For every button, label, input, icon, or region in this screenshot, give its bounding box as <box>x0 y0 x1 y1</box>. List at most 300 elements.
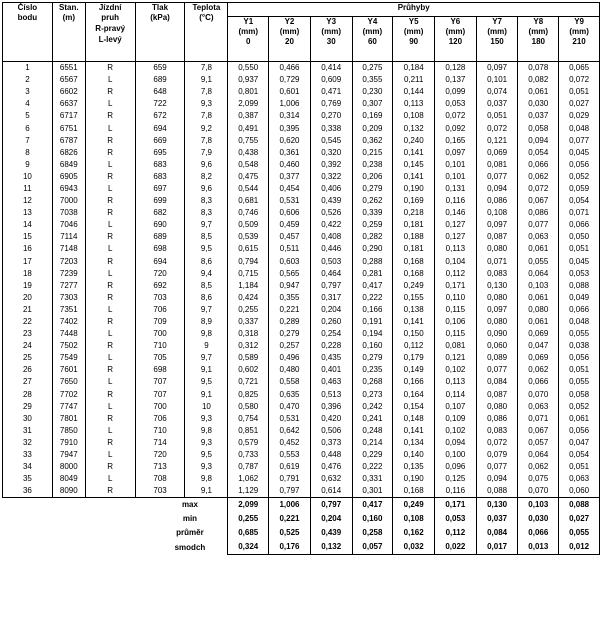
table-cell: 0,088 <box>476 485 518 498</box>
table-row <box>3 183 600 195</box>
table-cell: L <box>85 159 135 171</box>
table-cell: R <box>85 135 135 147</box>
table-cell: 0,037 <box>518 110 559 122</box>
table-cell: 0,087 <box>476 389 518 401</box>
table-cell: 0,141 <box>393 316 435 328</box>
table-cell: 7148 <box>52 243 85 255</box>
table-cell: 0,171 <box>435 280 477 292</box>
table-cell: 19 <box>3 280 53 292</box>
summary-row-1 <box>3 512 600 526</box>
table-cell: 0,138 <box>393 304 435 316</box>
table-row <box>3 461 600 473</box>
table-cell: 7,8 <box>185 86 228 98</box>
table-cell: 6826 <box>52 147 85 159</box>
table-cell: 0,179 <box>393 352 435 364</box>
table-cell: 0,506 <box>310 425 352 437</box>
table-cell: 0,422 <box>310 219 352 231</box>
table-cell: 7351 <box>52 304 85 316</box>
table-cell: 0,168 <box>393 485 435 498</box>
table-cell: 0,061 <box>518 316 559 328</box>
table-cell: 6787 <box>52 135 85 147</box>
table-cell: 0,414 <box>310 62 352 75</box>
table-cell: 0,094 <box>518 135 559 147</box>
table-cell: 0,181 <box>393 219 435 231</box>
table-cell: 1,062 <box>228 473 269 485</box>
table-cell: 0,825 <box>228 389 269 401</box>
table-cell: 0,097 <box>435 147 477 159</box>
table-cell: 0,128 <box>435 62 477 75</box>
table-cell: 0,121 <box>435 352 477 364</box>
table-cell: 0,337 <box>228 316 269 328</box>
table-cell: 0,545 <box>310 135 352 147</box>
table-cell: R <box>85 485 135 498</box>
table-cell: 0,509 <box>228 219 269 231</box>
summary-value: 1,006 <box>269 498 311 513</box>
table-cell: 0,188 <box>393 231 435 243</box>
summary-value: 0,258 <box>352 526 393 540</box>
table-cell: R <box>85 171 135 183</box>
table-cell: 0,067 <box>518 195 559 207</box>
table-cell: 0,056 <box>559 352 600 364</box>
table-cell: 0,069 <box>476 147 518 159</box>
table-cell: 0,078 <box>518 62 559 75</box>
table-cell: 0,062 <box>518 171 559 183</box>
table-row <box>3 292 600 304</box>
table-cell: 0,110 <box>435 292 477 304</box>
table-cell: 0,131 <box>435 183 477 195</box>
table-cell: 0,106 <box>435 316 477 328</box>
table-cell: 0,086 <box>476 195 518 207</box>
table-cell: 0,729 <box>269 74 311 86</box>
table-cell: 0,240 <box>393 135 435 147</box>
table-cell: 7239 <box>52 268 85 280</box>
table-cell: L <box>85 376 135 388</box>
table-cell: 0,553 <box>269 449 311 461</box>
summary-value: 0,027 <box>559 512 600 526</box>
summary-value: 0,084 <box>476 526 518 540</box>
table-cell: 0,471 <box>310 86 352 98</box>
table-cell: L <box>85 268 135 280</box>
table-cell: 0,144 <box>393 86 435 98</box>
table-cell: 659 <box>135 62 185 75</box>
table-cell: 0,184 <box>393 62 435 75</box>
summary-value: 0,132 <box>310 540 352 555</box>
table-cell: 0,071 <box>518 413 559 425</box>
table-cell: 669 <box>135 135 185 147</box>
table-cell: R <box>85 413 135 425</box>
table-cell: 6943 <box>52 183 85 195</box>
table-cell: 0,615 <box>228 243 269 255</box>
table-cell: 692 <box>135 280 185 292</box>
table-cell: 0,109 <box>435 413 477 425</box>
table-cell: 0,080 <box>476 401 518 413</box>
table-cell: 683 <box>135 159 185 171</box>
table-row <box>3 485 600 498</box>
table-cell: 0,065 <box>559 62 600 75</box>
table-cell: 0,061 <box>518 292 559 304</box>
table-cell: 0,029 <box>559 110 600 122</box>
table-cell: 0,361 <box>269 147 311 159</box>
table-cell: 0,064 <box>518 449 559 461</box>
table-cell: 0,579 <box>228 437 269 449</box>
table-cell: 0,112 <box>393 340 435 352</box>
header-sensor-y8: Y8 (mm) 180 <box>518 17 559 62</box>
header-sensor-y2: Y2 (mm) 20 <box>269 17 311 62</box>
table-cell: 0,077 <box>476 171 518 183</box>
table-cell: 0,030 <box>518 98 559 110</box>
table-cell: 0,071 <box>559 207 600 219</box>
table-cell: 0,204 <box>310 304 352 316</box>
table-cell: 9,3 <box>185 98 228 110</box>
table-cell: 3 <box>3 86 53 98</box>
table-cell: 0,168 <box>393 268 435 280</box>
summary-value: 0,204 <box>310 512 352 526</box>
table-cell: 0,080 <box>476 316 518 328</box>
table-cell: 0,339 <box>352 207 393 219</box>
table-cell: 0,102 <box>435 425 477 437</box>
table-cell: 1,006 <box>269 98 311 110</box>
table-cell: 0,787 <box>228 461 269 473</box>
table-cell: 32 <box>3 437 53 449</box>
table-cell: 2,099 <box>228 98 269 110</box>
table-cell: 0,235 <box>352 364 393 376</box>
table-cell: 0,288 <box>352 256 393 268</box>
table-cell: 0,058 <box>559 389 600 401</box>
table-cell: 0,049 <box>559 292 600 304</box>
summary-value: 0,112 <box>435 526 477 540</box>
table-cell: 0,230 <box>352 86 393 98</box>
table-cell: 0,088 <box>559 280 600 292</box>
table-cell: 0,373 <box>310 437 352 449</box>
table-cell: R <box>85 389 135 401</box>
table-row <box>3 364 600 376</box>
table-cell: 0,094 <box>435 437 477 449</box>
table-cell: 30 <box>3 413 53 425</box>
table-cell: 0,435 <box>310 352 352 364</box>
table-cell: L <box>85 352 135 364</box>
table-cell: 10 <box>185 401 228 413</box>
table-cell: 0,062 <box>518 364 559 376</box>
table-cell: 0,282 <box>352 231 393 243</box>
table-cell: 0,080 <box>476 243 518 255</box>
table-cell: 0,222 <box>352 292 393 304</box>
table-cell: 7402 <box>52 316 85 328</box>
table-cell: 0,108 <box>393 110 435 122</box>
table-cell: R <box>85 110 135 122</box>
summary-value: 0,053 <box>435 512 477 526</box>
table-cell: 0,077 <box>476 461 518 473</box>
table-cell: 700 <box>135 401 185 413</box>
table-cell: 0,072 <box>435 110 477 122</box>
table-cell: 0,355 <box>269 292 311 304</box>
table-cell: 0,100 <box>435 449 477 461</box>
table-cell: 0,937 <box>228 74 269 86</box>
table-cell: 0,312 <box>228 340 269 352</box>
table-cell: 0,148 <box>393 413 435 425</box>
table-row <box>3 159 600 171</box>
table-cell: 29 <box>3 401 53 413</box>
table-cell: 7910 <box>52 437 85 449</box>
table-cell: 0,746 <box>228 207 269 219</box>
table-cell: 0,794 <box>228 256 269 268</box>
table-cell: 9,7 <box>185 219 228 231</box>
table-cell: 0,460 <box>269 159 311 171</box>
table-cell: 0,048 <box>559 122 600 134</box>
table-cell: 0,190 <box>393 473 435 485</box>
table-cell: 0,048 <box>559 316 600 328</box>
header-deflections: Průhyby <box>228 3 600 17</box>
table-cell: 0,101 <box>435 159 477 171</box>
table-cell: 0,063 <box>518 231 559 243</box>
table-cell: 0,511 <box>269 243 311 255</box>
summary-value: 0,417 <box>352 498 393 513</box>
table-cell: L <box>85 243 135 255</box>
summary-value: 0,032 <box>393 540 435 555</box>
table-cell: 0,338 <box>310 122 352 134</box>
table-cell: 0,589 <box>228 352 269 364</box>
table-cell: 34 <box>3 461 53 473</box>
table-cell: 0,281 <box>352 268 393 280</box>
table-cell: 0,077 <box>476 364 518 376</box>
table-cell: 699 <box>135 195 185 207</box>
table-cell: 0,609 <box>310 74 352 86</box>
table-cell: R <box>85 292 135 304</box>
table-row <box>3 352 600 364</box>
table-cell: 8000 <box>52 461 85 473</box>
table-cell: 672 <box>135 110 185 122</box>
table-cell: 0,642 <box>269 425 311 437</box>
table-cell: 0,275 <box>352 62 393 75</box>
table-cell: 0,539 <box>228 231 269 243</box>
table-cell: 0,166 <box>352 304 393 316</box>
table-cell: 0,480 <box>269 364 311 376</box>
table-cell: 0,248 <box>352 425 393 437</box>
table-row <box>3 74 600 86</box>
table-cell: 0,476 <box>310 461 352 473</box>
summary-value: 0,057 <box>352 540 393 555</box>
table-cell: 694 <box>135 122 185 134</box>
table-cell: 0,270 <box>310 110 352 122</box>
table-cell: 0,137 <box>435 74 477 86</box>
table-cell: 0,318 <box>228 328 269 340</box>
table-cell: 0,135 <box>393 461 435 473</box>
table-cell: 7549 <box>52 352 85 364</box>
table-cell: 706 <box>135 304 185 316</box>
table-cell: 0,446 <box>310 243 352 255</box>
table-cell: 9 <box>3 159 53 171</box>
summary-row-0 <box>3 498 600 513</box>
table-row <box>3 340 600 352</box>
table-cell: 0,062 <box>518 461 559 473</box>
table-cell: 0,222 <box>352 461 393 473</box>
table-cell: 13 <box>3 207 53 219</box>
table-cell: 0,635 <box>269 389 311 401</box>
table-cell: 698 <box>135 243 185 255</box>
table-cell: 0,165 <box>435 135 477 147</box>
table-cell: 4 <box>3 98 53 110</box>
table-cell: 0,209 <box>352 122 393 134</box>
table-cell: 0,218 <box>393 207 435 219</box>
table-cell: 0,464 <box>310 268 352 280</box>
table-cell: 0,755 <box>228 135 269 147</box>
summary-value: 0,037 <box>476 512 518 526</box>
table-cell: 0,101 <box>476 74 518 86</box>
table-cell: 7,8 <box>185 135 228 147</box>
table-cell: 0,072 <box>518 183 559 195</box>
table-cell: 0,491 <box>228 122 269 134</box>
table-cell: 706 <box>135 413 185 425</box>
table-row <box>3 243 600 255</box>
table-cell: 0,045 <box>559 147 600 159</box>
table-cell: 0,051 <box>559 364 600 376</box>
table-cell: 7203 <box>52 256 85 268</box>
table-cell: R <box>85 461 135 473</box>
table-cell: 0,452 <box>269 437 311 449</box>
table-cell: R <box>85 280 135 292</box>
table-cell: R <box>85 316 135 328</box>
header-sensor-y5: Y5 (mm) 90 <box>393 17 435 62</box>
table-cell: 0,051 <box>559 86 600 98</box>
table-cell: 0,057 <box>518 437 559 449</box>
table-cell: 7277 <box>52 280 85 292</box>
table-cell: 0,082 <box>518 74 559 86</box>
table-cell: 0,103 <box>518 280 559 292</box>
table-cell: 0,194 <box>352 328 393 340</box>
table-cell: 1,129 <box>228 485 269 498</box>
table-cell: 36 <box>3 485 53 498</box>
table-cell: 0,099 <box>435 86 477 98</box>
table-row <box>3 171 600 183</box>
table-cell: 0,141 <box>393 425 435 437</box>
table-cell: 6717 <box>52 110 85 122</box>
table-cell: 0,214 <box>352 437 393 449</box>
table-cell: 0,140 <box>393 449 435 461</box>
table-cell: 0,146 <box>435 207 477 219</box>
table-cell: 0,060 <box>559 485 600 498</box>
table-row <box>3 110 600 122</box>
summary-label: průměr <box>176 528 204 538</box>
table-cell: 0,470 <box>269 401 311 413</box>
table-cell: 0,066 <box>559 219 600 231</box>
table-cell: 12 <box>3 195 53 207</box>
table-cell: 0,083 <box>476 268 518 280</box>
table-cell: 0,241 <box>352 413 393 425</box>
table-cell: 703 <box>135 292 185 304</box>
table-cell: 0,454 <box>269 183 311 195</box>
table-cell: 0,496 <box>269 352 311 364</box>
summary-row-2 <box>3 526 600 540</box>
table-row <box>3 376 600 388</box>
table-cell: 7801 <box>52 413 85 425</box>
table-cell: 6905 <box>52 171 85 183</box>
table-cell: 8049 <box>52 473 85 485</box>
table-row <box>3 473 600 485</box>
summary-value: 0,108 <box>393 512 435 526</box>
table-cell: 8,3 <box>185 195 228 207</box>
table-cell: 7448 <box>52 328 85 340</box>
summary-rows <box>3 498 600 555</box>
table-cell: 1 <box>3 62 53 75</box>
table-cell: 0,074 <box>476 86 518 98</box>
table-cell: 690 <box>135 219 185 231</box>
table-cell: 6751 <box>52 122 85 134</box>
table-cell: 0,268 <box>352 376 393 388</box>
table-cell: 22 <box>3 316 53 328</box>
table-cell: 707 <box>135 389 185 401</box>
table-row <box>3 135 600 147</box>
table-cell: 648 <box>135 86 185 98</box>
table-cell: 0,475 <box>228 171 269 183</box>
table-row <box>3 86 600 98</box>
table-cell: 0,317 <box>310 292 352 304</box>
table-cell: 7747 <box>52 401 85 413</box>
table-cell: 0,254 <box>310 328 352 340</box>
table-cell: 0,260 <box>310 316 352 328</box>
summary-value: 0,162 <box>393 526 435 540</box>
table-cell: 28 <box>3 389 53 401</box>
table-cell: 0,238 <box>352 159 393 171</box>
table-cell: 0,094 <box>476 473 518 485</box>
deflection-table-container <box>2 2 600 555</box>
table-cell: 0,063 <box>559 473 600 485</box>
table-row <box>3 147 600 159</box>
table-cell: 0,113 <box>393 98 435 110</box>
table-cell: 0,070 <box>518 389 559 401</box>
table-cell: 0,072 <box>559 74 600 86</box>
table-cell: 0,601 <box>269 86 311 98</box>
table-cell: R <box>85 62 135 75</box>
table-cell: 18 <box>3 268 53 280</box>
table-cell: 0,249 <box>393 280 435 292</box>
table-cell: 0,051 <box>559 243 600 255</box>
table-cell: 0,606 <box>269 207 311 219</box>
table-cell: 0,420 <box>310 413 352 425</box>
table-row <box>3 316 600 328</box>
table-cell: 7947 <box>52 449 85 461</box>
table-cell: 0,169 <box>352 110 393 122</box>
table-cell: 0,301 <box>352 485 393 498</box>
header-sensor-y7: Y7 (mm) 150 <box>476 17 518 62</box>
table-cell: 0,791 <box>269 473 311 485</box>
table-cell: 8,9 <box>185 316 228 328</box>
table-cell: 7,8 <box>185 62 228 75</box>
table-cell: 0,438 <box>228 147 269 159</box>
table-cell: 0,211 <box>393 74 435 86</box>
table-cell: 0,127 <box>435 231 477 243</box>
table-cell: 705 <box>135 352 185 364</box>
table-cell: 31 <box>3 425 53 437</box>
table-row <box>3 268 600 280</box>
table-row <box>3 449 600 461</box>
table-cell: 0,104 <box>435 256 477 268</box>
table-cell: 8,5 <box>185 231 228 243</box>
table-cell: 0,255 <box>228 304 269 316</box>
table-cell: 0,054 <box>559 449 600 461</box>
header-sensor-y9: Y9 (mm) 210 <box>559 17 600 62</box>
table-cell: 0,166 <box>393 376 435 388</box>
table-cell: 0,061 <box>518 86 559 98</box>
summary-row-3 <box>3 540 600 555</box>
table-row <box>3 413 600 425</box>
table-cell: 0,113 <box>435 376 477 388</box>
table-cell: 0,061 <box>518 243 559 255</box>
table-cell: 0,603 <box>269 256 311 268</box>
table-cell: 0,155 <box>393 292 435 304</box>
table-cell: 6637 <box>52 98 85 110</box>
table-cell: 9,5 <box>185 449 228 461</box>
table-cell: 0,125 <box>435 473 477 485</box>
table-cell: 9,4 <box>185 268 228 280</box>
